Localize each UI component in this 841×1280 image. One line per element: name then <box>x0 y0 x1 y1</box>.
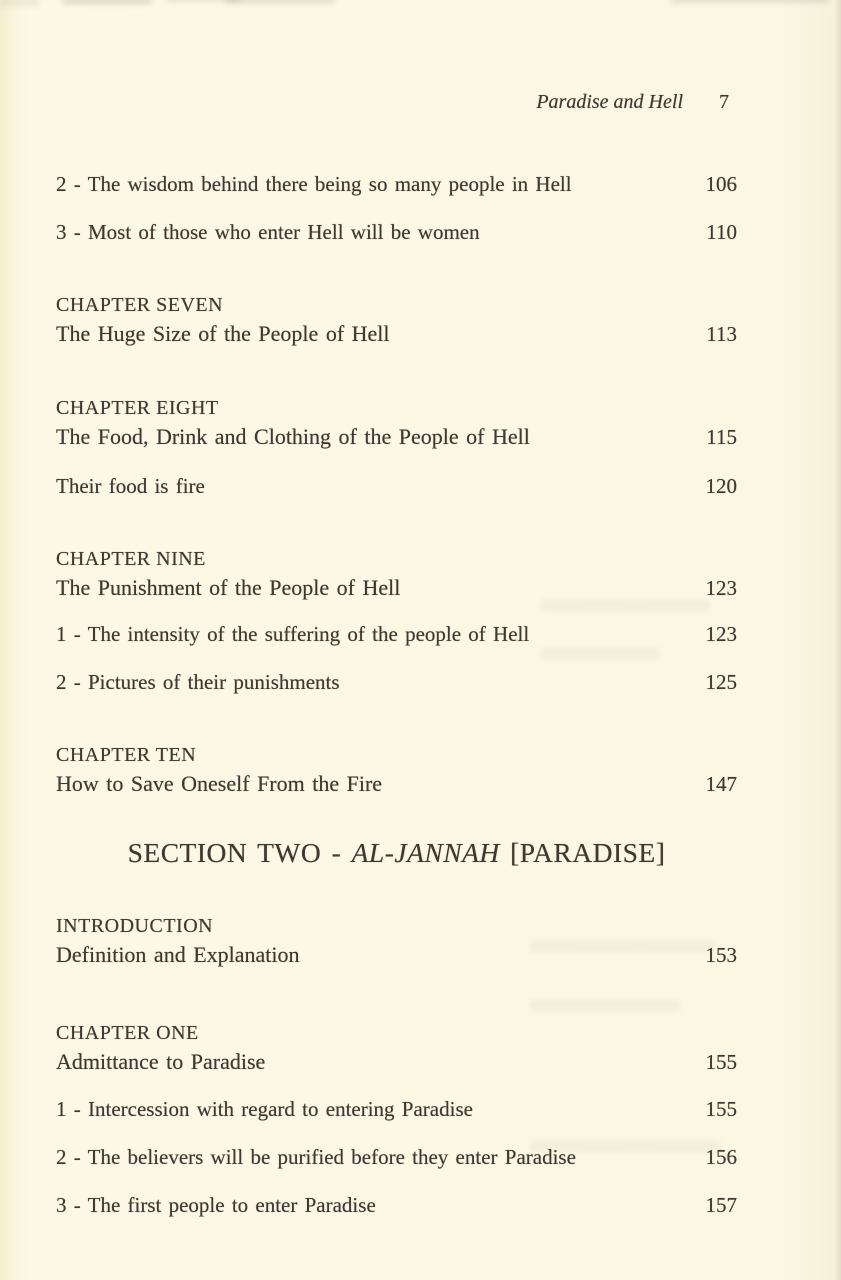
toc-entry <box>56 218 737 246</box>
toc-chapter-page-number: 113 <box>706 322 737 346</box>
toc-entry-page-number: 123 <box>705 622 737 646</box>
toc-entry <box>56 1191 737 1219</box>
toc-chapter-page-number: 153 <box>705 943 737 967</box>
section-heading <box>56 835 737 871</box>
toc-entry <box>56 1143 737 1171</box>
scan-artifact <box>62 0 152 4</box>
toc-entry-page-number: 110 <box>706 220 737 244</box>
toc-entry-label: 1 - Intercession with regard to entering Paradise <box>56 1097 473 1121</box>
toc-entry <box>56 620 737 648</box>
toc-chapter-title: The Huge Size of the People of Hell <box>56 321 390 346</box>
toc-entry-page-number: 157 <box>705 1193 737 1217</box>
toc-chapter-heading: CHAPTER TEN <box>56 744 197 766</box>
running-header <box>56 90 737 114</box>
toc-chapter-page-number: 147 <box>705 772 737 796</box>
toc-chapter-page-number: 155 <box>705 1050 737 1074</box>
toc-entry-label: 1 - The intensity of the suffering of the people of Hell <box>56 622 530 646</box>
toc-entry-page-number: 155 <box>705 1097 737 1121</box>
toc-entry <box>56 1095 737 1123</box>
running-header-page-number: 7 <box>719 91 729 113</box>
toc-entry-page-number: 120 <box>705 474 737 498</box>
toc-chapter-title: Definition and Explanation <box>56 942 300 967</box>
toc-entry <box>56 668 737 696</box>
table-of-contents <box>56 170 737 1219</box>
toc-entry-page-number: 106 <box>705 172 737 196</box>
section-heading-suffix: [PARADISE] <box>499 837 666 868</box>
toc-chapter <box>56 546 737 603</box>
toc-chapter-title: The Food, Drink and Clothing of the People of Hell <box>56 424 530 449</box>
section-heading-arabic-title: AL-JANNAH <box>351 837 500 868</box>
toc-entry-label: Their food is fire <box>56 474 205 498</box>
toc-entry-page-number: 156 <box>705 1145 737 1169</box>
toc-chapter-title: The Punishment of the People of Hell <box>56 575 401 600</box>
toc-chapter-page-number: 115 <box>706 425 737 449</box>
scan-artifact <box>165 0 240 2</box>
toc-entry <box>56 170 737 198</box>
scan-artifact <box>670 0 830 3</box>
toc-chapter-title: Admittance to Paradise <box>56 1049 266 1074</box>
toc-chapter <box>56 292 737 349</box>
toc-entry-label: 2 - The wisdom behind there being so many people in Hell <box>56 172 572 196</box>
toc-entry-page-number: 125 <box>705 670 737 694</box>
section-heading-prefix: SECTION TWO - <box>127 837 352 868</box>
toc-chapter-heading: CHAPTER ONE <box>56 1022 199 1044</box>
scan-artifact <box>225 0 335 3</box>
toc-chapter <box>56 913 737 970</box>
toc-entry-label: 3 - Most of those who enter Hell will be women <box>56 220 480 244</box>
toc-chapter <box>56 742 737 799</box>
toc-chapter-heading: CHAPTER SEVEN <box>56 294 224 316</box>
toc-chapter <box>56 1020 737 1077</box>
toc-chapter-heading: INTRODUCTION <box>56 915 214 937</box>
toc-entry-label: 2 - Pictures of their punishments <box>56 670 340 694</box>
running-header-title: Paradise and Hell <box>536 91 683 113</box>
toc-entry-label: 2 - The believers will be purified before they enter Paradise <box>56 1145 576 1169</box>
scan-artifact <box>0 0 40 6</box>
toc-entry <box>56 472 737 500</box>
toc-chapter-title: How to Save Oneself From the Fire <box>56 771 383 796</box>
toc-chapter-page-number: 123 <box>705 576 737 600</box>
toc-chapter <box>56 395 737 452</box>
toc-entry-label: 3 - The first people to enter Paradise <box>56 1193 376 1217</box>
toc-chapter-heading: CHAPTER NINE <box>56 548 206 570</box>
toc-chapter-heading: CHAPTER EIGHT <box>56 397 219 419</box>
